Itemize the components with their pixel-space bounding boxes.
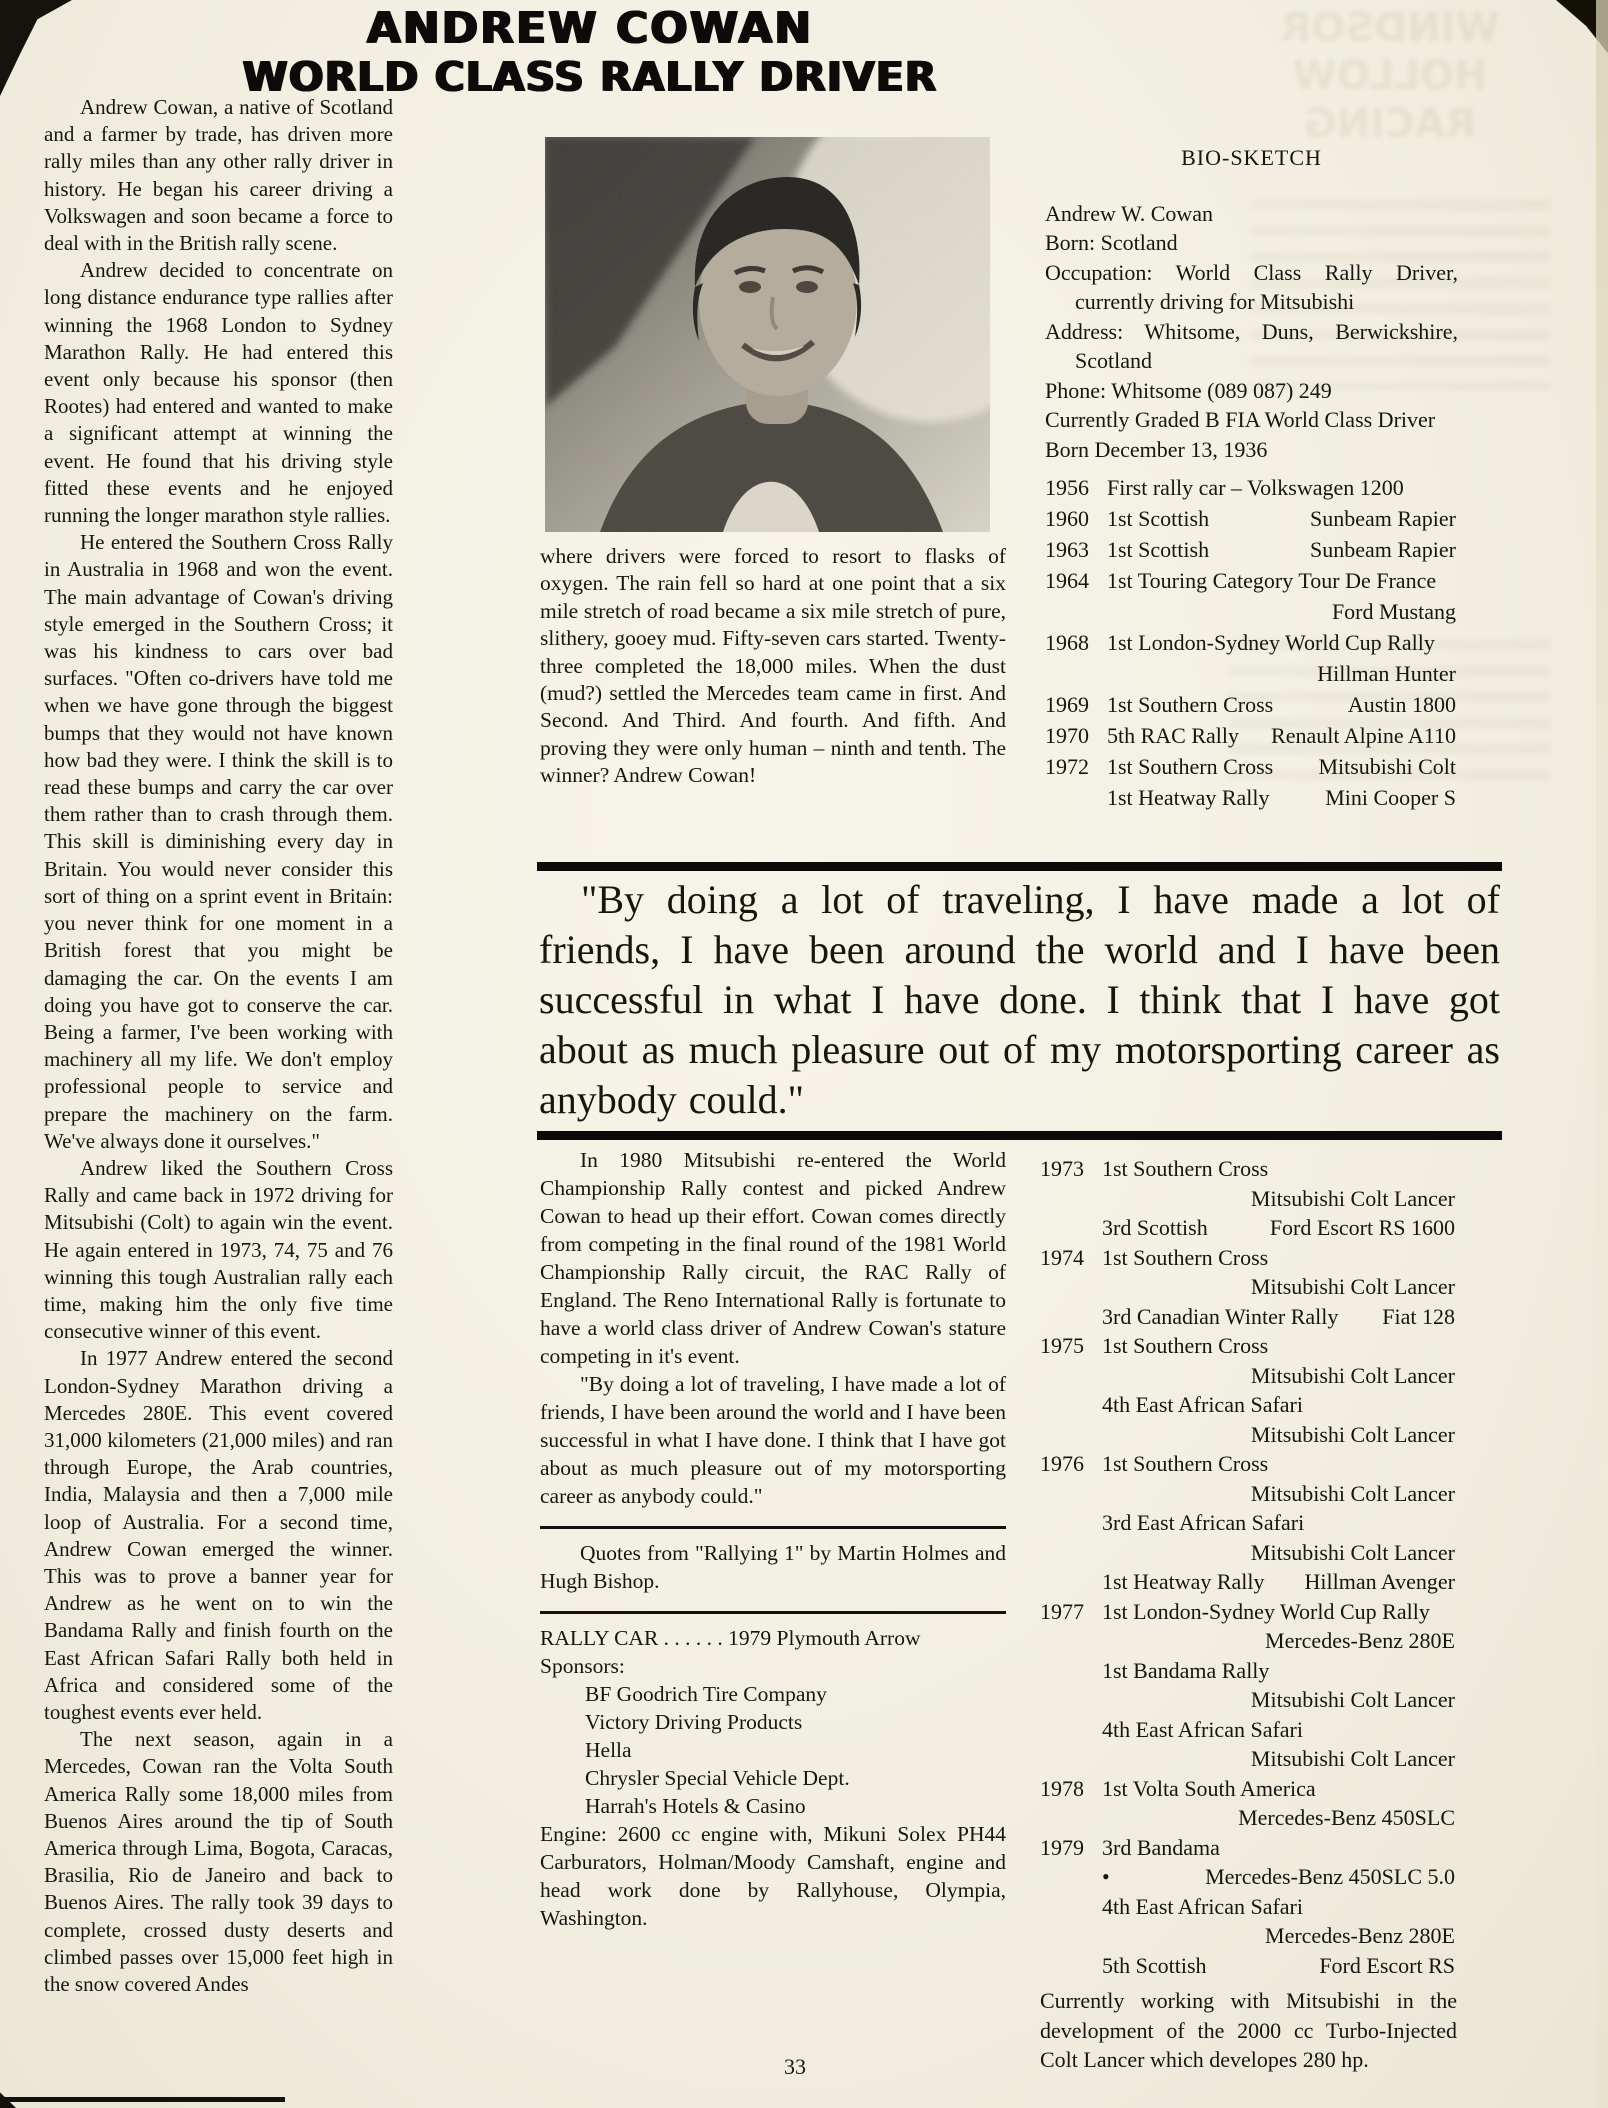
result-year: 1979 [1040, 1834, 1084, 1860]
result-event: 4th East African Safari [1102, 1893, 1303, 1919]
sponsor-item: Hella [585, 1738, 632, 1762]
result-row [1040, 1744, 1457, 1774]
result-event: 1st Southern Cross [1102, 1244, 1269, 1270]
result-year: 1974 [1040, 1244, 1084, 1270]
result-car: Mitsubishi Colt [1318, 754, 1456, 779]
result-event: 3rd Scottish [1102, 1215, 1208, 1240]
result-year: 1977 [1040, 1598, 1084, 1624]
scan-corner-artifact [0, 0, 72, 96]
sponsor-item: Chrysler Special Vehicle Dept. [585, 1766, 850, 1790]
result-year: 1970 [1045, 723, 1089, 748]
result-event: 1st Heatway Rally [1102, 1569, 1265, 1594]
results-column-late [1040, 1146, 1457, 2097]
result-year: 1963 [1045, 537, 1089, 562]
sponsors-list [585, 1680, 1006, 1820]
result-event: 3rd East African Safari [1102, 1510, 1305, 1535]
result-row [1045, 565, 1458, 596]
left-text-column [44, 94, 393, 1998]
paragraph-1980: In 1980 Mitsubishi re-entered the World Championship Rally contest and picked Andrew Cowan to head up their effort. Cowan comes directly from competing in the final round of the 1981 World Championship Rally circuit, the RAC Rally of England. The Reno International Rally is fortunate to have a world class driver of Andrew Cowan's stature competing in it's event. [540, 1148, 1006, 1368]
result-event: 1st Bandama Rally [1102, 1657, 1270, 1683]
result-event: • [1102, 1864, 1110, 1889]
result-car: Ford Mustang [1331, 599, 1456, 624]
result-row [1045, 503, 1458, 534]
center-bottom-column [540, 1146, 1006, 1932]
quote-attribution: Quotes from "Rallying 1" by Martin Holmes and Hugh Bishop. [540, 1541, 1006, 1593]
result-car: Mercedes-Benz 450SLC 5.0 [1205, 1864, 1455, 1889]
result-row [1040, 1361, 1457, 1391]
result-event: 4th East African Safari [1102, 1392, 1303, 1417]
scan-corner-artifact [0, 2084, 16, 2108]
result-row [1040, 1833, 1457, 1863]
result-year: 1956 [1045, 475, 1089, 500]
results-list-late [1040, 1154, 1457, 1980]
result-event: 1st Scottish [1107, 506, 1210, 531]
engine-paragraph: Engine: 2600 cc engine with, Mikuni Solex PH44 Carburators, Holman/Moody Camshaft, engine and head work done by Rallyhouse, Olympia, Washington. [540, 1822, 1006, 1930]
result-row [1040, 1862, 1457, 1892]
body-paragraph: In 1977 Andrew entered the second London-Sydney Marathon driving a Mercedes 280E. This event covered 31,000 kilometers (21,000 miles) and ran through Europe, the Arab countries, India, Malaysia and then a 7,000 mile loop of Australia. For a second time, Andrew Cowan emerged the winner. This was to prove a banner year for Andrew as he went on to win the Bandama Rally and finish fourth on the East African Safari Rally both held in Africa and considered some of the toughest events ever held. [44, 1346, 393, 1724]
result-car: Mitsubishi Colt Lancer [1250, 1539, 1455, 1565]
result-car: Mercedes-Benz 450SLC [1238, 1805, 1455, 1830]
andrew-cowan-photo [545, 137, 990, 532]
result-car: Mini Cooper S [1325, 785, 1456, 810]
divider-rule [540, 1611, 1006, 1614]
result-row [1040, 1685, 1457, 1715]
result-event: 1st Heatway Rally [1107, 785, 1270, 810]
result-event: 1st Southern Cross [1107, 692, 1274, 717]
result-row [1040, 1656, 1457, 1686]
result-row [1040, 1715, 1457, 1745]
paragraph-quote: "By doing a lot of traveling, I have made a lot of friends, I have been around the world and I have been successful in what I have done. I think that I have got about as much pleasure out of my motorsporting career as anybody could." [540, 1372, 1006, 1508]
bleed-through-text: WINDSOR HOLLOW RACING [1280, 5, 1500, 147]
result-row [1040, 1921, 1457, 1951]
result-year: 1969 [1045, 692, 1089, 717]
result-year: 1972 [1045, 754, 1089, 779]
result-row [1040, 1272, 1457, 1302]
result-row [1040, 1951, 1457, 1981]
result-row [1040, 1449, 1457, 1479]
result-row [1040, 1597, 1457, 1627]
body-paragraph: Andrew liked the Southern Cross Rally and came back in 1972 driving for Mitsubishi (Colt) to again win the event. He again entered in 1973, 74, 75 and 76 winning this tough Australian rally each time, making him the only five time consecutive winner of this event. [44, 1155, 393, 1344]
bio-born-date: Born December 13, 1936 [1045, 436, 1268, 462]
result-event: 1st Southern Cross [1107, 754, 1274, 779]
sponsor-item: Harrah's Hotels & Casino [585, 1794, 806, 1818]
result-event: First rally car – Volkswagen 1200 [1107, 475, 1404, 500]
result-year: 1968 [1045, 630, 1089, 655]
result-row [1045, 751, 1458, 782]
result-car: Mitsubishi Colt Lancer [1250, 1185, 1455, 1211]
pull-quote-text: "By doing a lot of traveling, I have made a lot of friends, I have been around the world and I have been successful in what I have done. I think that I have got about as much pleasure out of my motorsporting career as anybody could." [539, 877, 1500, 1122]
result-event: 5th RAC Rally [1107, 723, 1240, 748]
result-row [1040, 1508, 1457, 1538]
rally-car-line: RALLY CAR . . . . . . 1979 Plymouth Arrow [540, 1626, 921, 1650]
result-row [1045, 689, 1458, 720]
result-event: 1st Volta South America [1102, 1775, 1316, 1801]
center-text-column [540, 543, 1006, 790]
result-event: 4th East African Safari [1102, 1716, 1303, 1742]
body-paragraph: He entered the Southern Cross Rally in Australia in 1968 and won the event. The main advantage of Cowan's driving style emerged in the Southern Cross; it was his kindness to cars over bad surfaces. "Often co-drivers have told me when we have gone through the biggest bumps that they would not have known how bad they were. I think the skill is to read these bumps and carry the car over them rather than to crash through them. This skill is diminishing every day in Britain. You would never consider this sort of thing on a sprint event in Britain: you never think for one moment in a British forest that you might be damaging the car. On the events I am doing you have got to conserve the car. Being a farmer, I've been working with machinery all my life. We don't employ professional people to service and prepare the machinery on the farm. We've always done it ourselves." [44, 530, 393, 1153]
result-row [1040, 1331, 1457, 1361]
result-row [1045, 596, 1458, 627]
bio-name: Andrew W. Cowan [1045, 200, 1214, 226]
result-row [1040, 1538, 1457, 1568]
result-event: 1st Touring Category Tour De France [1107, 568, 1437, 593]
result-car: Mercedes-Benz 280E [1265, 1628, 1455, 1653]
result-row [1040, 1892, 1457, 1922]
result-row [1045, 627, 1458, 658]
pull-quote [537, 862, 1502, 1140]
result-year: 1960 [1045, 506, 1089, 531]
result-event: 1st Scottish [1107, 537, 1210, 562]
result-row [1040, 1567, 1457, 1597]
result-year: 1978 [1040, 1775, 1084, 1801]
result-car: Renault Alpine A110 [1271, 723, 1456, 748]
result-car: Austin 1800 [1347, 692, 1456, 717]
sponsor-item: Victory Driving Products [585, 1710, 803, 1734]
body-paragraph: The next season, again in a Mercedes, Cowan ran the Volta South America Rally some 18,000 miles from Buenos Aires around the tip of South America through Lima, Bogota, Caracas, Brasilia, Rio de Janeiro and back to Buenos Aires. The rally took 39 days to complete, crossed dusty deserts and climbed passes over 15,000 feet high in the snow covered Andes [44, 1727, 393, 1997]
result-row [1045, 720, 1458, 751]
sponsors-label: Sponsors: [540, 1654, 625, 1678]
bio-address: Address: Whitsome, Duns, Berwickshire, Scotland [1045, 318, 1458, 373]
result-row [1040, 1626, 1457, 1656]
result-year: 1964 [1045, 568, 1089, 593]
result-year: 1976 [1040, 1451, 1084, 1476]
result-year: 1973 [1040, 1156, 1084, 1181]
bio-graded: Currently Graded B FIA World Class Driver [1045, 407, 1436, 432]
results-list-early [1045, 472, 1458, 813]
bio-sketch [1045, 143, 1458, 813]
sponsor-item: BF Goodrich Tire Company [585, 1682, 827, 1706]
result-event: 3rd Bandama [1102, 1834, 1220, 1860]
result-row [1040, 1803, 1457, 1833]
scan-bottom-line-artifact [0, 2097, 285, 2102]
result-car: Fiat 128 [1382, 1303, 1455, 1329]
result-car: Mitsubishi Colt Lancer [1250, 1480, 1455, 1506]
result-row [1040, 1479, 1457, 1509]
result-event: 1st Southern Cross [1102, 1451, 1269, 1476]
divider-rule [540, 1526, 1006, 1529]
result-car: Ford Escort RS [1319, 1952, 1455, 1978]
bio-occupation: Occupation: World Class Rally Driver, currently driving for Mitsubishi [1045, 259, 1458, 314]
result-event: 3rd Canadian Winter Rally [1102, 1303, 1339, 1329]
result-row [1040, 1420, 1457, 1450]
result-row [1045, 782, 1458, 813]
result-row [1040, 1302, 1457, 1332]
scan-edge-artifact [1596, 0, 1608, 2108]
result-row [1040, 1243, 1457, 1273]
result-car: Mitsubishi Colt Lancer [1250, 1746, 1455, 1771]
result-car: Hillman Hunter [1317, 661, 1456, 686]
result-car: Mitsubishi Colt Lancer [1250, 1687, 1455, 1712]
result-car: Hillman Avenger [1304, 1569, 1455, 1594]
result-car: Mercedes-Benz 280E [1265, 1923, 1455, 1948]
page-number: 33 [784, 2054, 806, 2079]
result-car: Sunbeam Rapier [1309, 537, 1456, 562]
result-car: Mitsubishi Colt Lancer [1250, 1274, 1455, 1299]
result-row [1045, 534, 1458, 565]
result-row [1040, 1184, 1457, 1214]
result-row [1045, 658, 1458, 689]
result-event: 1st London-Sydney World Cup Rally [1107, 630, 1435, 655]
result-row [1040, 1774, 1457, 1804]
result-row [1040, 1390, 1457, 1420]
result-event: 1st Southern Cross [1102, 1333, 1269, 1358]
bio-phone: Phone: Whitsome (089 087) 249 [1045, 377, 1332, 403]
result-event: 1st London-Sydney World Cup Rally [1102, 1598, 1430, 1624]
result-event: 5th Scottish [1102, 1952, 1207, 1978]
photo-continuation-paragraph: where drivers were forced to resort to flasks of oxygen. The rain fell so hard at one point that a six mile stretch of road became a six mile stretch of pure, slithery, gooey mud. Fifty-seven cars started. Twenty-three completed the 18,000 miles. When the dust (mud?) settled the Mercedes team came in first. And Second. And Third. And fourth. And fifth. And proving they were only human – ninth and tenth. The winner? Andrew Cowan! [540, 544, 1006, 788]
result-row [1040, 1213, 1457, 1243]
article-title [150, 4, 1030, 100]
result-event: 1st Southern Cross [1102, 1156, 1269, 1181]
result-car: Sunbeam Rapier [1309, 506, 1456, 531]
result-car: Ford Escort RS 1600 [1269, 1215, 1455, 1240]
result-row [1040, 1154, 1457, 1184]
body-paragraph: Andrew decided to concentrate on long distance endurance type rallies after winning the 1968 London to Sydney Marathon Rally. He had entered this event only because his sponsor (then Rootes) had entered and wanted to make a significant attempt at winning the event. He found that his driving style fitted these events and he enjoyed running the longer marathon style rallies. [44, 258, 393, 528]
bio-sketch-heading: BIO-SKETCH [1181, 145, 1322, 170]
article-title-line2: WORLD CLASS RALLY DRIVER [242, 53, 938, 101]
result-car: Mitsubishi Colt Lancer [1250, 1362, 1455, 1388]
bio-born: Born: Scotland [1045, 230, 1178, 255]
closing-paragraph: Currently working with Mitsubishi in the development of the 2000 cc Turbo-Injected Colt Lancer which developes 280 hp. [1040, 1988, 1457, 2072]
body-paragraph: Andrew Cowan, a native of Scotland and a farmer by trade, has driven more rally miles than any other rally driver in history. He began his career driving a Volkswagen and soon became a force to deal with in the British rally scene. [44, 95, 393, 256]
result-car: Mitsubishi Colt Lancer [1250, 1421, 1455, 1447]
result-year: 1975 [1040, 1333, 1084, 1358]
article-title-line1: ANDREW COWAN [366, 3, 814, 54]
result-row [1045, 472, 1458, 503]
